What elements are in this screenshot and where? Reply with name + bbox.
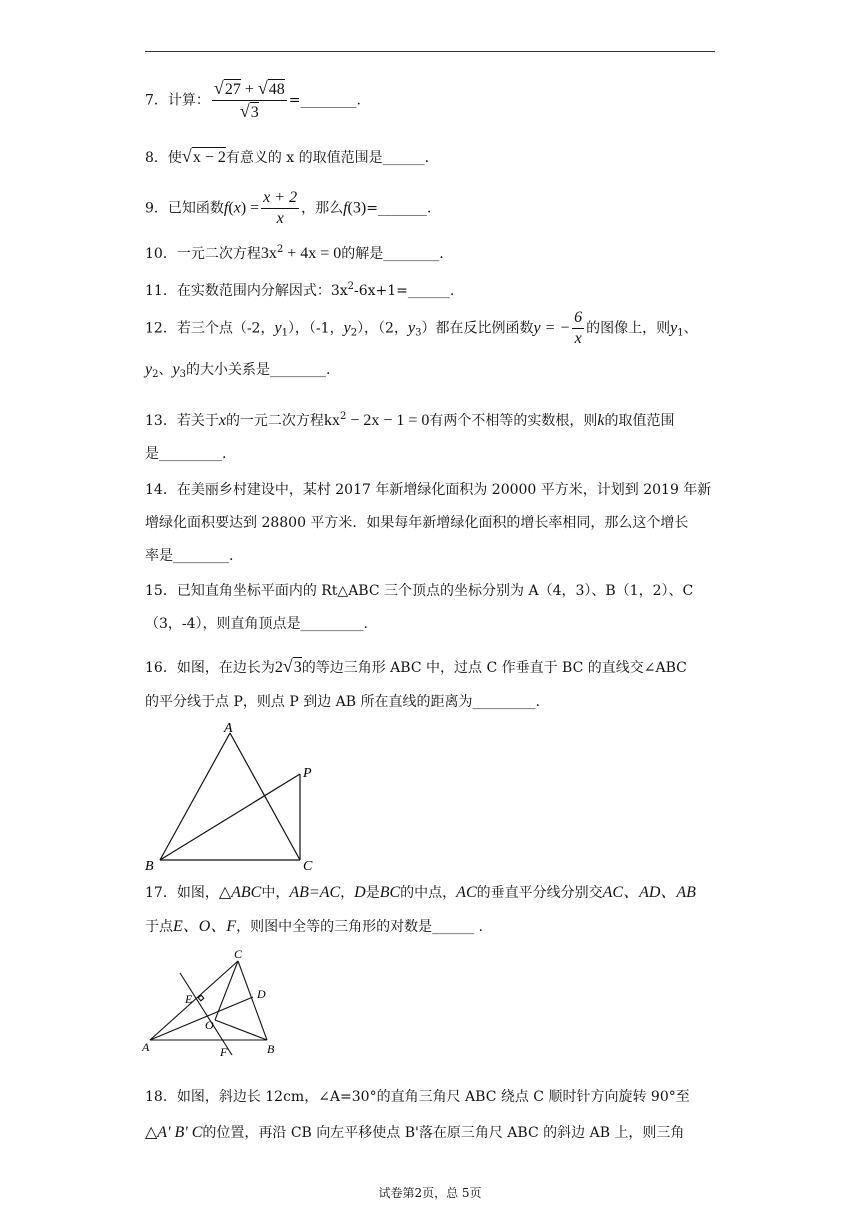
- question-17: 17．如图，△ABC中，AB=AC，D是BC的中点，AC的垂直平分线分别交AC、AD、AB: [145, 884, 696, 901]
- q9-fraction: $\frac{x + 2}{x}$: [263, 189, 298, 227]
- fig16-label-C: C: [303, 859, 313, 874]
- question-14: 14．在美丽乡村建设中，某村 2017 年新增绿化面积为 20000 平方米，计划到 2019 年新: [145, 482, 712, 498]
- fig17-label-D: D: [257, 987, 266, 1001]
- q12-answer-blank: 的大小关系是________.: [185, 362, 331, 378]
- fig17-label-C: C: [234, 947, 243, 961]
- q15-answer-blank: （3，-4），则直角顶点是_________.: [145, 616, 368, 632]
- q10-answer-blank: 的解是________.: [341, 246, 444, 262]
- q12-fraction: $\frac{6}{x}$: [574, 309, 583, 347]
- question-13: 13．若关于x的一元二次方程$kx^2 - 2x - 1 = 0$有两个不相等的实数根，则k的取值范围: [145, 411, 675, 429]
- fig16-label-B: B: [145, 859, 154, 874]
- fig16-label-A: A: [224, 721, 233, 736]
- fig17-label-A: A: [142, 1040, 150, 1054]
- q14-answer-blank: 率是________.: [145, 548, 234, 564]
- question-18: 18．如图，斜边长 12cm，∠A=30°的直角三角尺 ABC 绕点 C 顺时针方向旋转 90°至: [145, 1089, 690, 1105]
- header-rule: [145, 51, 715, 52]
- question-8: 8．使√x − 2有意义的 x 的取值范围是______.: [145, 146, 430, 166]
- fig16-label-P: P: [303, 766, 312, 781]
- question-15: 15．已知直角坐标平面内的 Rt△ABC 三个顶点的坐标分别为 A（4，3）、B（1，2）、C: [145, 583, 694, 599]
- fig17-label-B: B: [267, 1042, 275, 1056]
- q7-fraction: $\frac{√27 + √48}{√3}$: [213, 78, 285, 121]
- question-13-line2: [145, 444, 720, 464]
- page-footer: 试卷第2页，总 5页: [378, 1186, 482, 1200]
- question-11: 11．在实数范围内分解因式：$3x^2-6x+1=\_\_\_\_\_\_$.: [145, 281, 455, 299]
- question-16: 16．如图，在边长为2√3的等边三角形 ABC 中，过点 C 作垂直于 BC 的直线交∠ABC: [145, 656, 687, 676]
- q16-answer-blank: 的平分线于点 P，则点 P 到边 AB 所在直线的距离为_________.: [145, 694, 540, 710]
- fig17-label-E: E: [185, 992, 193, 1006]
- q11-answer-blank: -6x+1=______.: [354, 283, 455, 299]
- question-14-line2: 增绿化面积要达到 28800 平方米．如果每年新增绿化面积的增长率相同，那么这个增长: [145, 515, 689, 531]
- question-12-line2: $y_2$、$y_3$的大小关系是________.: [145, 361, 331, 380]
- question-17-line2: 于点E、O、F，则图中全等的三角形的对数是______ .: [145, 918, 484, 935]
- question-7: [145, 78, 720, 123]
- q8-radicand: x − 2: [192, 149, 226, 166]
- question-16-line2: [145, 692, 720, 712]
- q17-answer-blank: ，则图中全等的三角形的对数是______ .: [236, 919, 484, 935]
- q8-answer-blank: 有意义的 x 的取值范围是______.: [225, 150, 430, 166]
- q7-answer-blank: =________.: [288, 92, 361, 109]
- question-14-line3: [145, 546, 720, 566]
- figure-16: [140, 718, 330, 878]
- figure-17: [140, 945, 290, 1065]
- q13-answer-blank: 是_________.: [145, 446, 227, 462]
- q9-answer-blank: =_______.: [366, 200, 432, 217]
- question-9: 9．已知函数f(x) = $\frac{x + 2}{x}$ ，那么f(3)=_______.: [145, 189, 432, 227]
- question-12: 12．若三个点（-2，$y_1$），（-1，$y_2$），（2，$y_3$）都在反比例函数y = − $\frac{6}{x}$ 的图像上，则$y_1$、: [145, 309, 698, 347]
- fig17-label-F: F: [220, 1045, 228, 1059]
- question-15-line2: [145, 614, 720, 634]
- q7-prefix: 7．计算：: [145, 92, 210, 109]
- question-18-line2: △A' B' C的位置，再沿 CB 向左平移使点 B'落在原三角尺 ABC 的斜边 AB 上，则三角: [145, 1124, 685, 1141]
- question-10: 10．一元二次方程$3x^2 + 4x = 0$的解是________.: [145, 244, 444, 262]
- fig17-label-O: O: [205, 1018, 214, 1032]
